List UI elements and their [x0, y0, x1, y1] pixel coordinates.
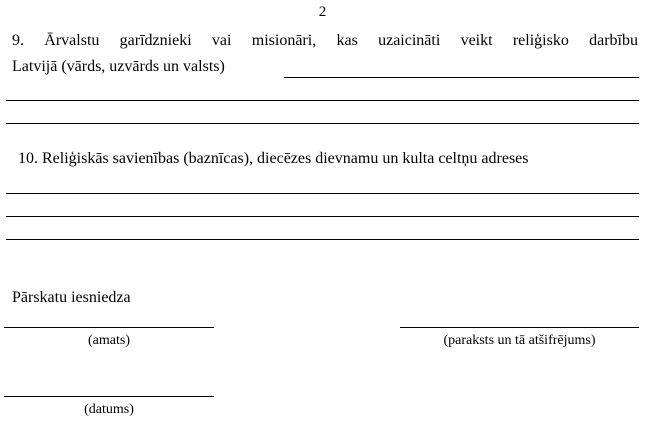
section-9-line-2: Latvijā (vārds, uzvārds un valsts): [12, 58, 225, 75]
submitted-by-label: Pārskatu iesniedza: [12, 289, 131, 306]
section-9-answer-line-1[interactable]: [284, 77, 639, 78]
date-line[interactable]: [4, 396, 214, 397]
section-9-line-1: 9. Ārvalstu garīdznieki vai misionāri, kas uzaicināti veikt reliģisko darbību: [12, 32, 638, 49]
position-caption: (amats): [88, 333, 130, 348]
section-10-answer-line-3[interactable]: [6, 239, 639, 240]
section-9-answer-line-3[interactable]: [6, 123, 639, 124]
section-10-answer-line-2[interactable]: [6, 216, 639, 217]
section-10-heading: 10. Reliģiskās savienības (baznīcas), diecēzes dievnamu un kulta celtņu adreses: [18, 150, 529, 167]
signature-caption: (paraksts un tā atšifrējums): [443, 333, 596, 348]
position-line[interactable]: [4, 327, 214, 328]
date-caption: (datums): [84, 402, 134, 417]
page-number: 2: [318, 4, 327, 20]
section-10-answer-line-1[interactable]: [6, 193, 639, 194]
signature-line[interactable]: [400, 327, 639, 328]
section-9-answer-line-2[interactable]: [6, 100, 639, 101]
